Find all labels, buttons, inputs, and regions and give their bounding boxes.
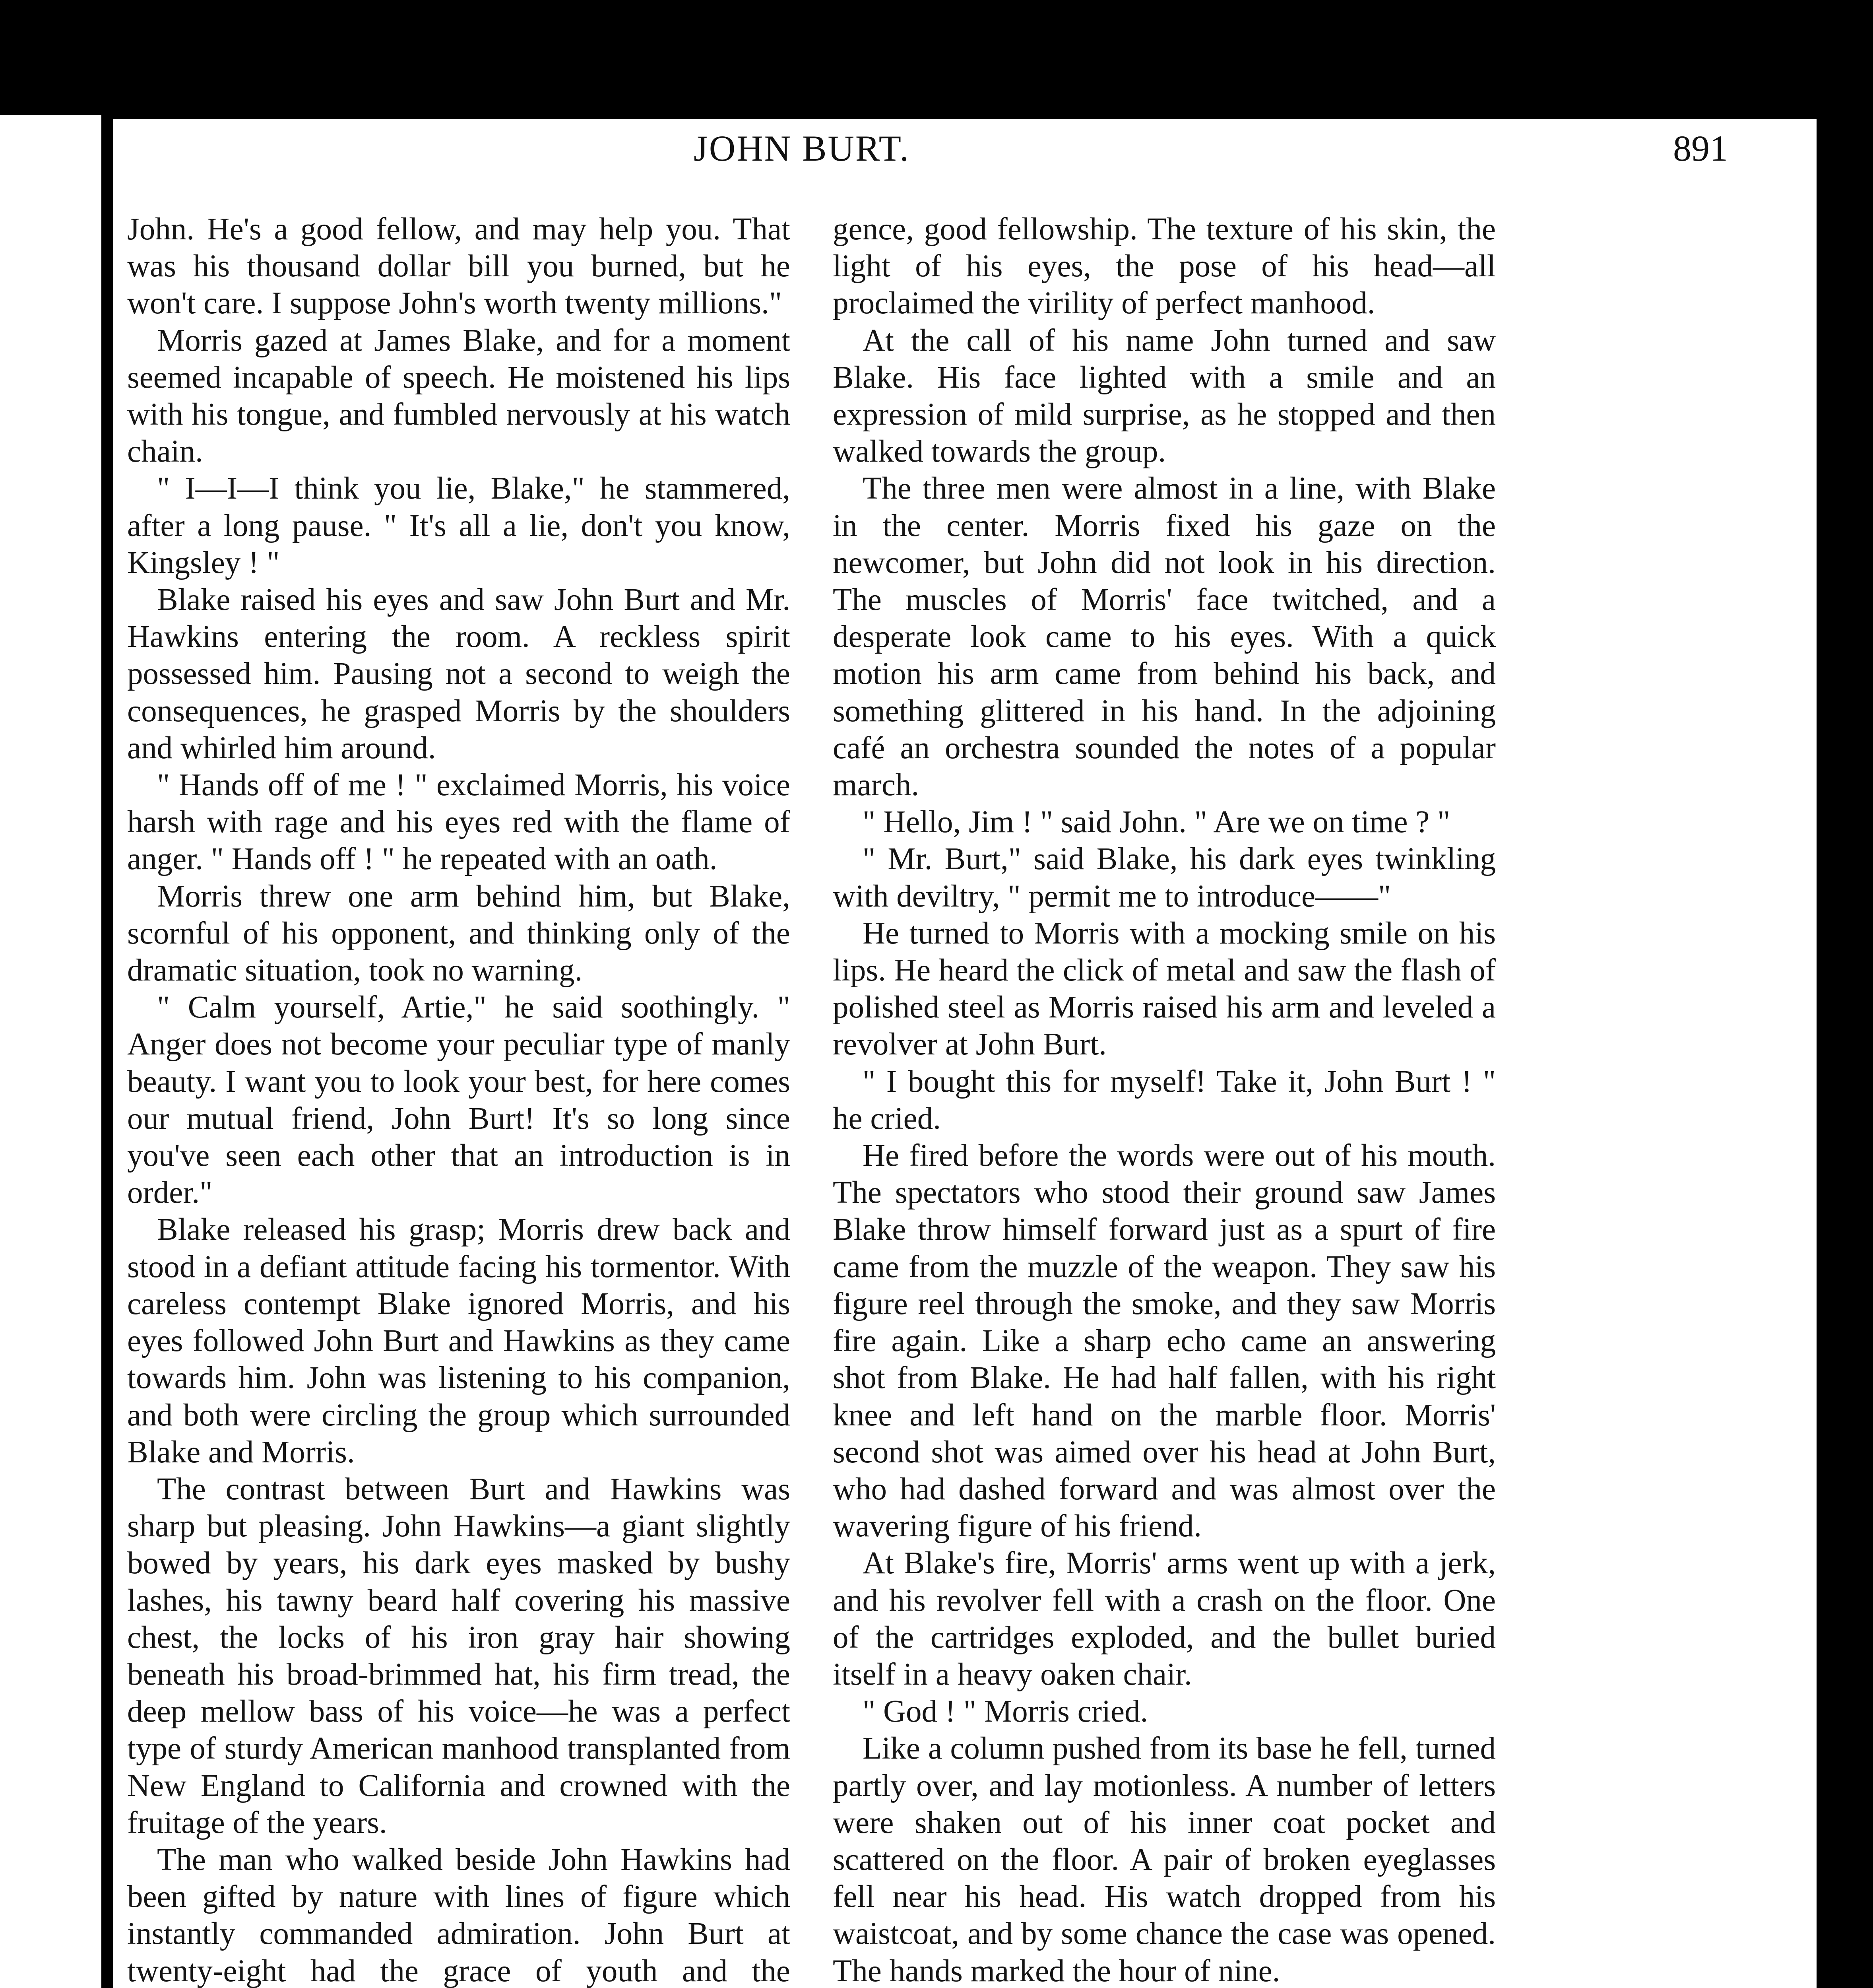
- paragraph: At the call of his name John turned and saw Blake. His face lighted with a smile and an expression of mild surprise, as he stopped and then walked towards the group.: [833, 323, 1496, 469]
- text-column-right: [833, 211, 1496, 1988]
- paragraph: " Calm yourself, Artie," he said soothingly. " Anger does not become your peculiar type of manly beauty. I want you to look your best, for here comes our mutual friend, John Burt! It's so long since you've seen each other that an introduction is in order.": [127, 990, 790, 1210]
- paragraph: Blake released his grasp; Morris drew back and stood in a defiant attitude facing his tormentor. With careless contempt Blake ignored Morris, and his eyes followed John Burt and Hawkins as they came towards him. John was listening to his companion, and both were circling the group which surrounded Blake and Morris.: [127, 1212, 790, 1470]
- paragraph: The contrast between Burt and Hawkins was sharp but pleasing. John Hawkins—a giant slightly bowed by years, his dark eyes masked by bushy lashes, his tawny beard half covering his massive chest, the locks of his iron gray hair showing beneath his broad-brimmed hat, his firm tread, the deep mellow bass of his voice—he was a perfect type of sturdy American manhood transplanted from New England to California and crowned with the fruitage of the years.: [127, 1472, 790, 1840]
- paragraph: " God ! " Morris cried.: [863, 1694, 1148, 1729]
- paragraph: He turned to Morris with a mocking smile on his lips. He heard the click of metal and saw the flash of polished steel as Morris raised his arm and leveled a revolver at John Burt.: [833, 916, 1496, 1062]
- running-header-title: JOHN BURT.: [694, 128, 910, 169]
- paragraph: The three men were almost in a line, with Blake in the center. Morris fixed his gaze on the newcomer, but John did not look in his direction. The muscles of Morris' face twitched, and a desperate look came to his eyes. With a quick motion his arm came from behind his back, and something glittered in his hand. In the adjoining café an orchestra sounded the notes of a popular march.: [833, 471, 1496, 803]
- paragraph: Like a column pushed from its base he fell, turned partly over, and lay motionless. A number of letters were shaken out of his inner coat pocket and scattered on the floor. A pair of broken eyeglasses fell near his head. His watch dropped from his waistcoat, and by some chance the case was opened. The hands marked the hour of nine.: [833, 1731, 1496, 1988]
- paragraph: Morris gazed at James Blake, and for a moment seemed incapable of speech. He moistened his lips with his tongue, and fumbled nervously at his watch chain.: [127, 323, 790, 469]
- paragraph: At Blake's fire, Morris' arms went up with a jerk, and his revolver fell with a crash on the floor. One of the cartridges exploded, and the bullet buried itself in a heavy oaken chair.: [833, 1546, 1496, 1692]
- paragraph: " I bought this for myself! Take it, John Burt ! " he cried.: [833, 1064, 1496, 1136]
- paragraph: " I—I—I think you lie, Blake," he stammered, after a long pause. " It's all a lie, don't you know, Kingsley ! ": [127, 471, 790, 580]
- paragraph: He fired before the words were out of his mouth. The spectators who stood their ground saw James Blake throw himself forward just as a spurt of fire came from the muzzle of the weapon. They saw his figure reel through the smoke, and they saw Morris fire again. Like a sharp echo came an answering shot from Blake. He had half fallen, with his right knee and left hand on the marble floor. Morris' second shot was aimed over his head at John Burt, who had dashed forward and was almost over the wavering figure of his friend.: [833, 1138, 1496, 1544]
- paragraph: " Mr. Burt," said Blake, his dark eyes twinkling with deviltry, " permit me to introduce——": [833, 842, 1496, 914]
- paragraph: " Hands off of me ! " exclaimed Morris, his voice harsh with rage and his eyes red with the flame of anger. " Hands off ! " he repeated with an oath.: [127, 768, 790, 877]
- text-column-left: [127, 211, 790, 1988]
- paragraph: The man who walked beside John Hawkins had been gifted by nature with lines of figure which instantly commanded admiration. John Burt at twenty-eight had the grace of youth and the: [127, 1842, 790, 1988]
- paragraph: Morris threw one arm behind him, but Blake, scornful of his opponent, and thinking only of the dramatic situation, took no warning.: [127, 879, 790, 988]
- page-number: 891: [1673, 128, 1728, 169]
- paragraph: gence, good fellowship. The texture of his skin, the light of his eyes, the pose of his head—all proclaimed the virility of perfect manhood.: [833, 212, 1496, 321]
- adjacent-page-edge: [0, 115, 101, 1988]
- paragraph: Blake raised his eyes and saw John Burt and Mr. Hawkins entering the room. A reckless spirit possessed him. Pausing not a second to weigh the consequences, he grasped Morris by the shoulders and whirled him around.: [127, 582, 790, 765]
- paragraph: John. He's a good fellow, and may help you. That was his thousand dollar bill you burned, but he won't care. I suppose John's worth twenty millions.": [127, 212, 790, 321]
- paragraph: " Hello, Jim ! " said John. " Are we on time ? ": [863, 805, 1450, 840]
